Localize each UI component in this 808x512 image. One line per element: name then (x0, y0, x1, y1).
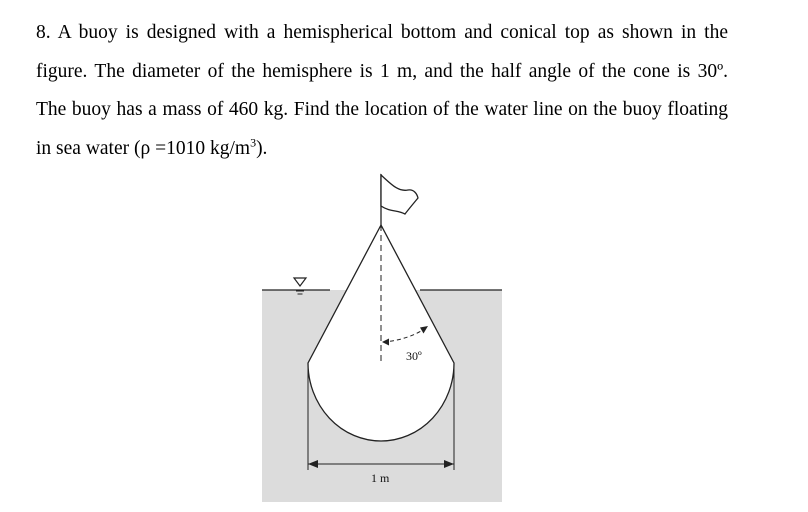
problem-line-2: figure. The diameter of the hemisphere is 1 m, and the half angle of the cone is 30º. (36, 60, 728, 82)
diameter-label: 1 m (371, 471, 390, 485)
flag-icon (381, 175, 418, 214)
buoy-diagram (258, 170, 508, 506)
problem-number: 8. (36, 22, 51, 43)
buoy-figure (258, 170, 508, 506)
problem-line-1: 8. A buoy is designed with a hemispherical bottom and conical top as shown in the (36, 22, 728, 43)
problem-line-3: The buoy has a mass of 460 kg. Find the location of the water line on the buoy floating (36, 99, 728, 120)
problem-statement (36, 14, 776, 168)
problem-line-4: in sea water (ρ =1010 $kg/m^3$). (36, 135, 268, 159)
angle-label: 30º (406, 349, 422, 363)
